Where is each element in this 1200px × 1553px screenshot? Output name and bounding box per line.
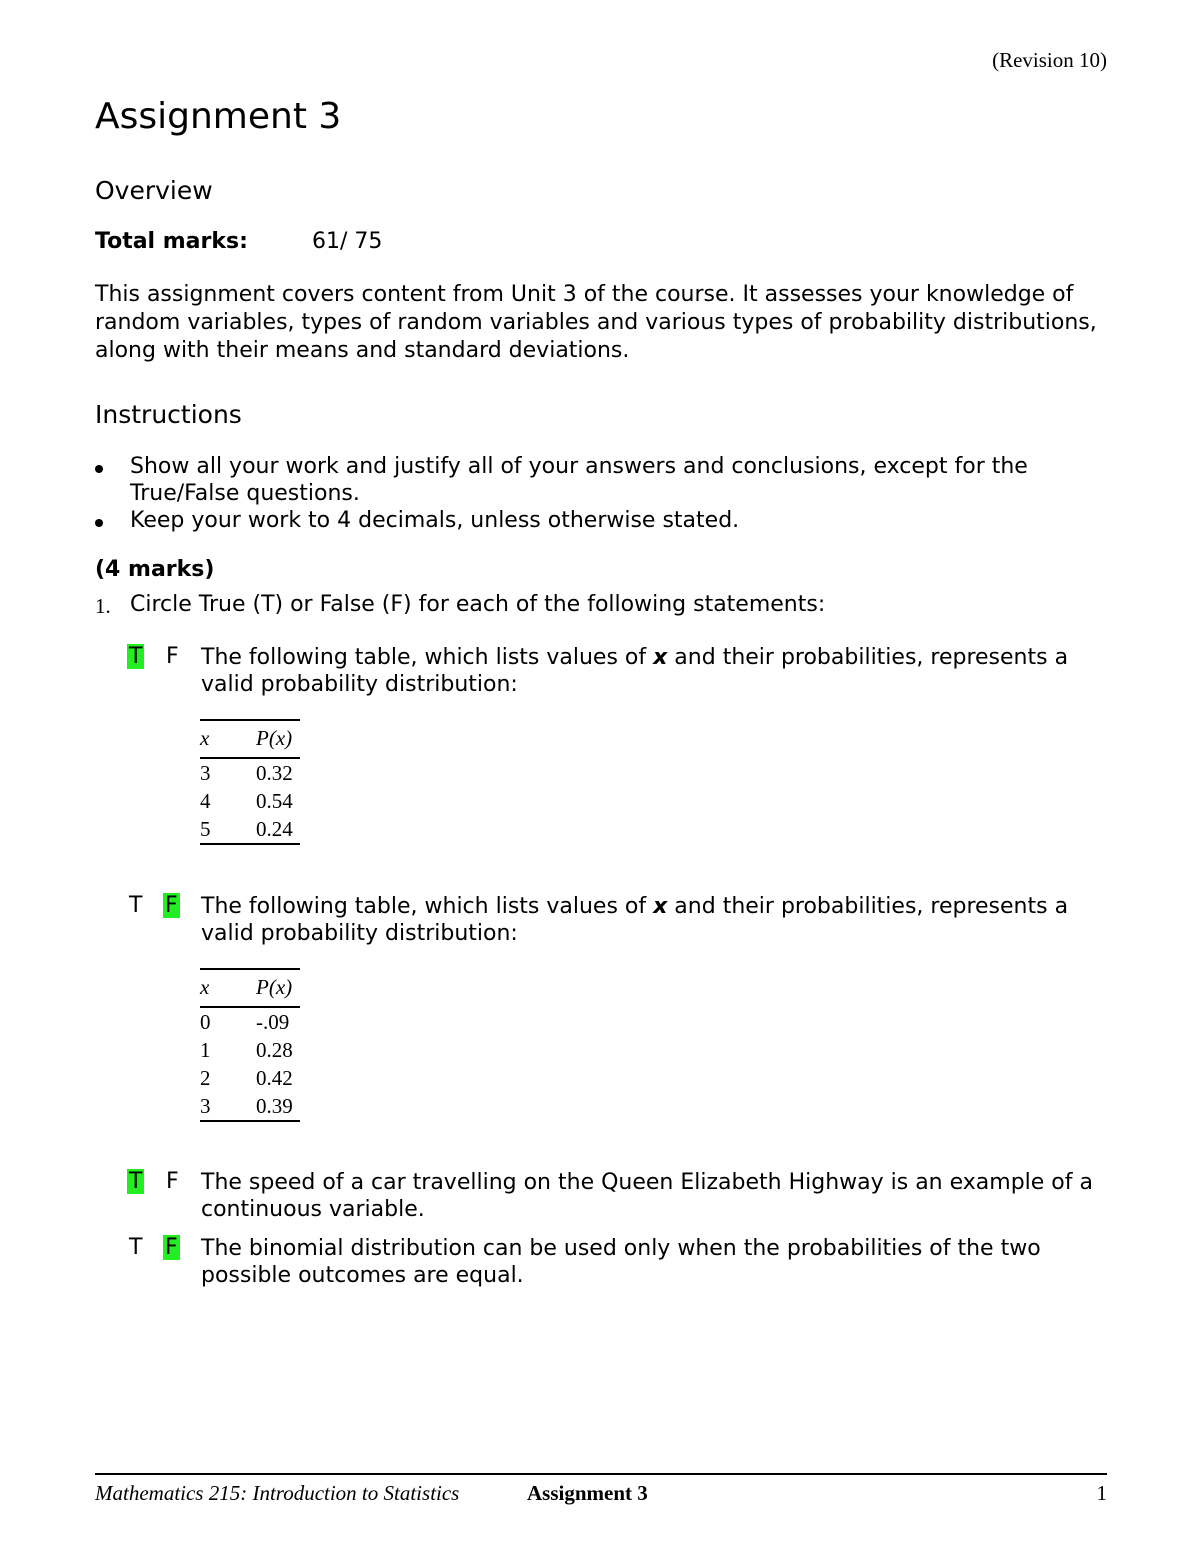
page-title: Assignment 3 [95,96,342,137]
question-number: 1. [95,594,111,618]
selected-highlight: F [165,1235,178,1260]
statement-text: and their probabilities, represents a valid probability distribution: [201,645,1069,697]
table-header-px: P(x) [256,720,300,758]
true-option[interactable]: T [129,893,143,918]
table-row [200,1064,300,1092]
selected-highlight: T [129,644,143,669]
table-header-row [200,720,300,758]
table-row [200,815,300,844]
statement-text: The following table, which lists values of [201,894,654,919]
table-row [200,1092,300,1121]
probability-table-1 [200,719,300,845]
footer-assignment: Assignment 3 [527,1481,648,1505]
footer-divider [95,1473,1107,1475]
question-marks: (4 marks) [95,557,215,582]
overview-heading: Overview [95,176,213,205]
footer-course: Mathematics 215: Introduction to Statistics [95,1481,460,1505]
table-header-row [200,969,300,1007]
table-cell-px: -.09 [256,1010,290,1034]
table-cell-x: 0 [200,1010,211,1034]
table-cell-x: 5 [200,815,256,844]
false-option[interactable]: F [166,644,179,669]
footer-page-number: 1 [1096,1481,1107,1505]
instructions-heading: Instructions [95,400,242,429]
true-option[interactable] [127,644,144,669]
table-cell-x: 4 [200,789,211,813]
table-row [200,758,300,787]
total-marks-label: Total marks: [95,229,248,254]
table-cell-px: 0.42 [256,1066,293,1090]
instruction-item [95,453,1105,507]
instruction-text: Show all your work and justify all of your answers and conclusions, except for the True/False questions. [130,454,1028,506]
statement-text: The following table, which lists values of [201,645,654,670]
instruction-item [95,507,1105,534]
statement-3: The speed of a car travelling on the Queen Elizabeth Highway is an example of a continuous variable. [201,1170,1093,1222]
true-option[interactable]: T [129,1235,143,1260]
table-cell-x: 1 [200,1038,211,1062]
statement-text: and their probabilities, represents a valid probability distribution: [201,894,1069,946]
variable-x: x [653,645,668,670]
table-cell-x: 2 [200,1066,211,1090]
table-header-x: x [200,969,256,1007]
question-prompt: Circle True (T) or False (F) for each of the following statements: [130,592,826,617]
table-cell-px: 0.39 [256,1092,300,1121]
probability-table-2 [200,968,300,1122]
instruction-text: Keep your work to 4 decimals, unless otherwise stated. [130,508,740,533]
statement-2 [201,893,1111,947]
table-cell-x: 3 [200,1092,256,1121]
instructions-list [95,453,1105,534]
table-cell-px: 0.32 [256,761,293,785]
revision-label: (Revision 10) [992,48,1107,72]
selected-highlight: F [165,893,178,918]
total-marks-value: 61/ 75 [312,229,383,254]
table-header-px: P(x) [256,969,300,1007]
false-option[interactable] [163,893,180,918]
table-cell-x: 3 [200,761,211,785]
table-header-x: x [200,720,256,758]
statement-4: The binomial distribution can be used only when the probabilities of the two possible outcomes are equal. [201,1236,1041,1288]
selected-highlight: T [129,1169,143,1194]
bullet-icon [95,465,103,473]
statement-1 [201,644,1111,698]
table-row [200,787,300,815]
table-row [200,1007,300,1036]
table-cell-px: 0.54 [256,789,293,813]
overview-description: This assignment covers content from Unit 3 of the course. It assesses your knowledge of random variables, types of random variables and various types of probability distributions, along with their means and standard deviations. [95,282,1097,363]
table-row [200,1036,300,1064]
bullet-icon [95,519,103,527]
table-cell-px: 0.24 [256,815,300,844]
variable-x: x [653,894,668,919]
false-option[interactable] [163,1235,180,1260]
true-option[interactable] [127,1169,144,1194]
table-cell-px: 0.28 [256,1038,293,1062]
false-option[interactable]: F [166,1169,179,1194]
